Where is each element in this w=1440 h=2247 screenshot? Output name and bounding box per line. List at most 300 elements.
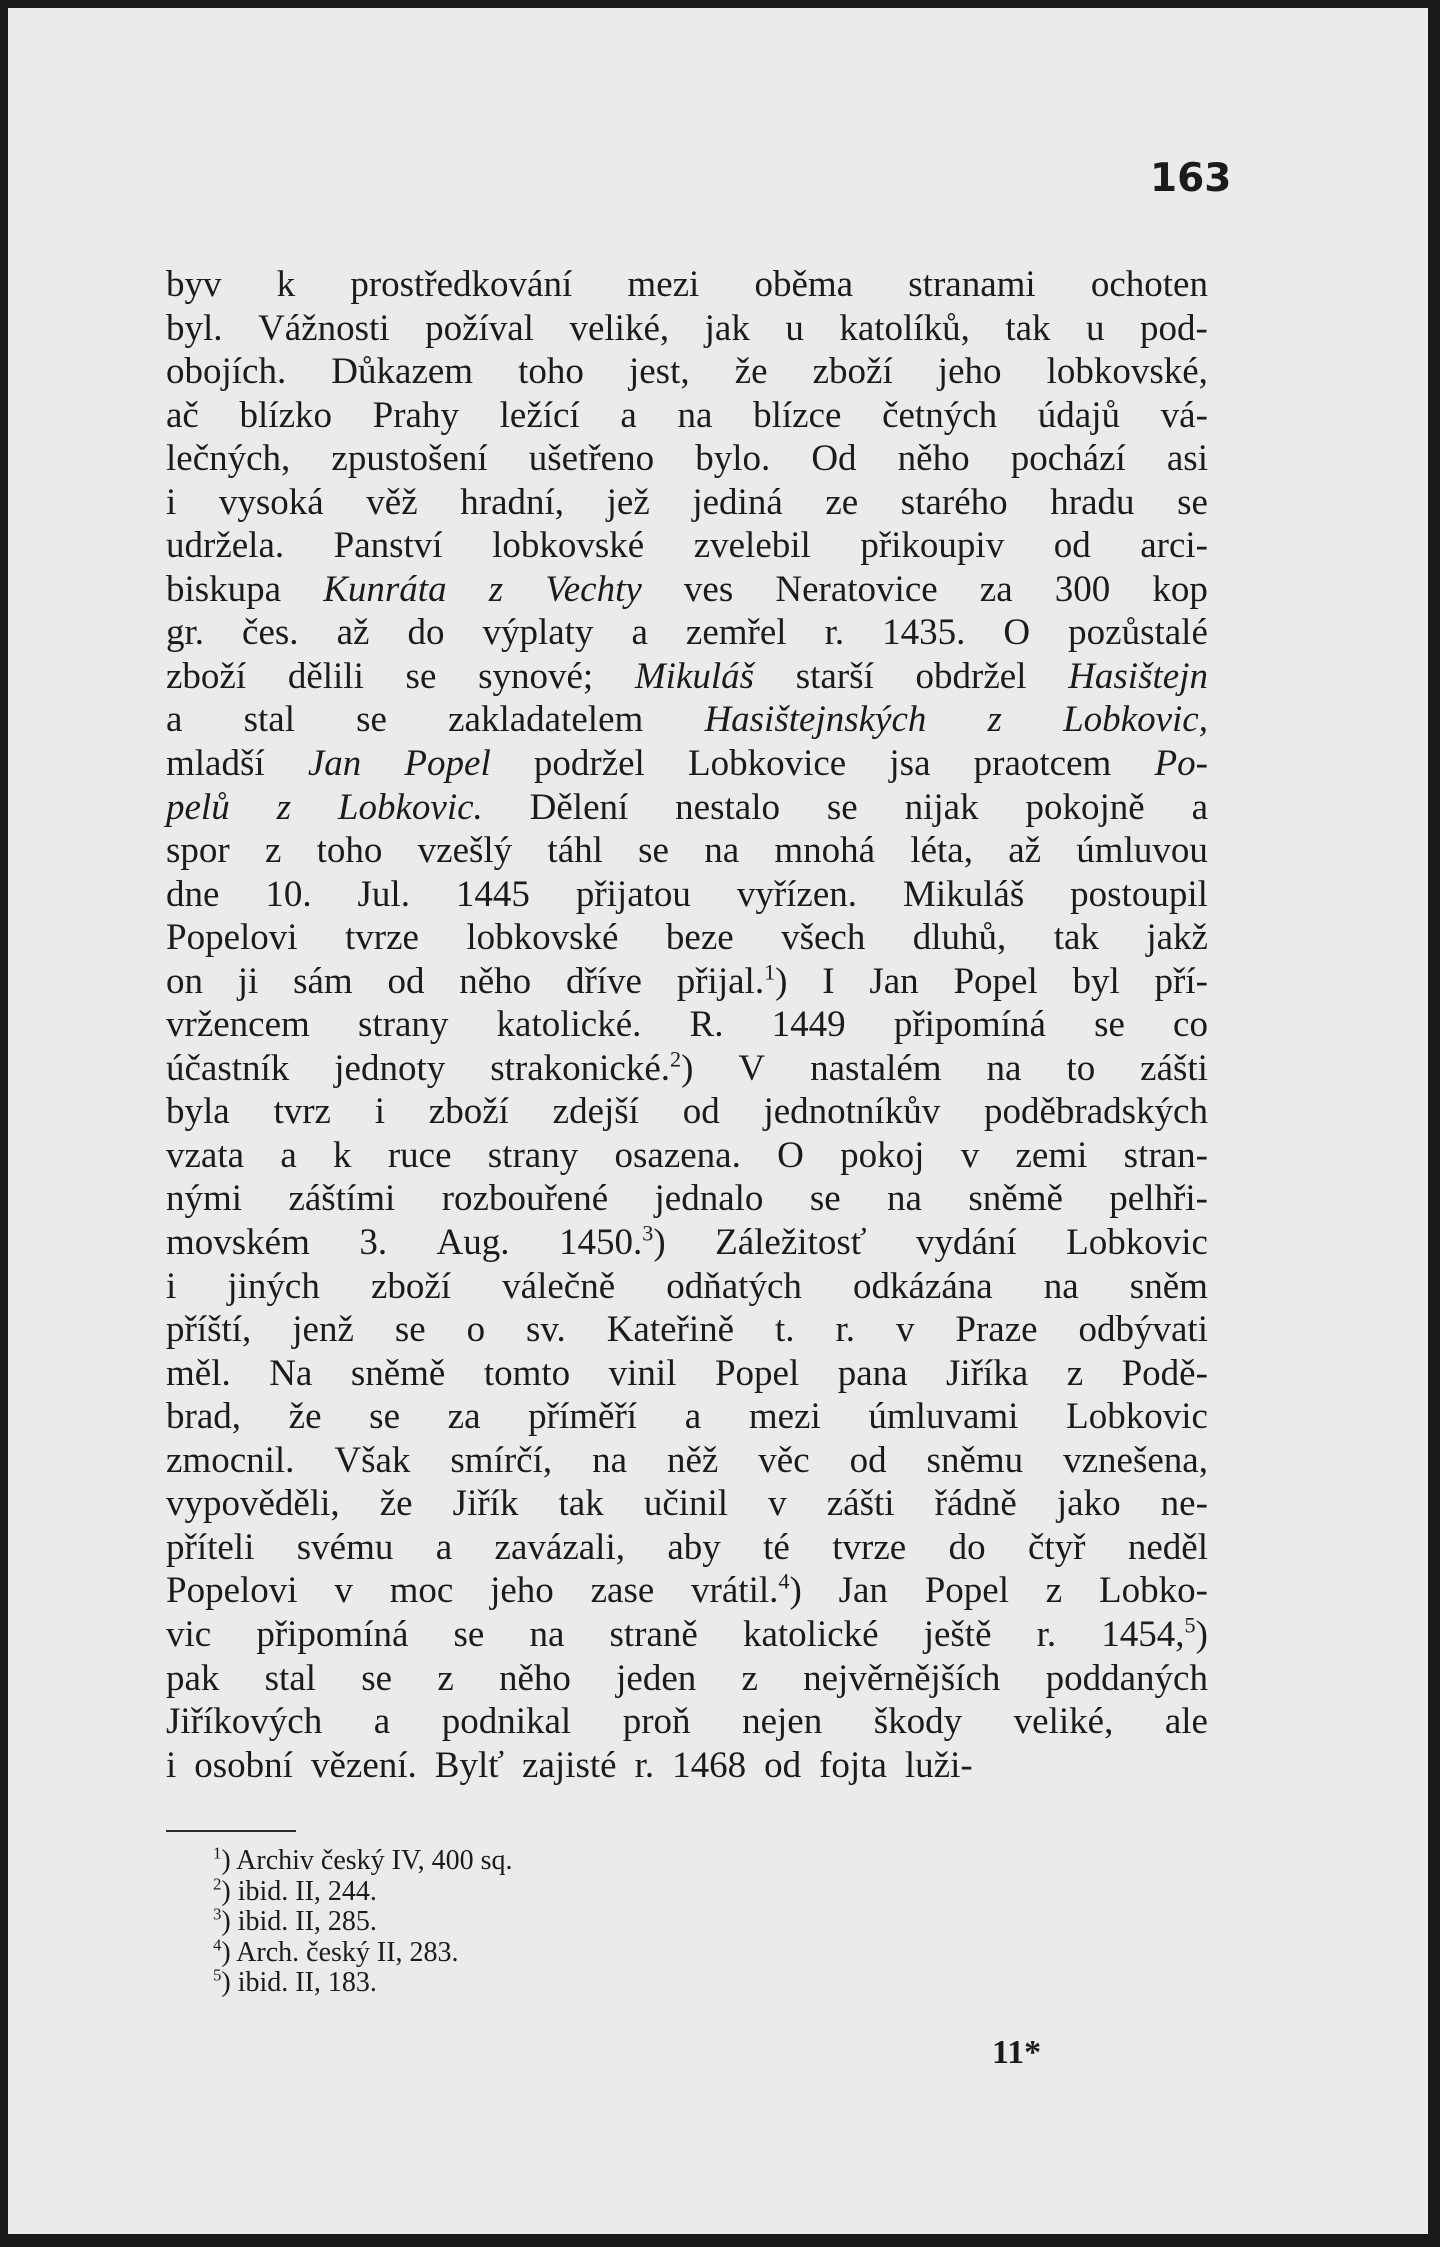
word-text: na: [1043, 1265, 1079, 1307]
word: [166, 1047, 289, 1091]
word: [686, 611, 787, 655]
word: [903, 873, 1024, 917]
word: [715, 1352, 799, 1396]
word-text: brad,: [166, 1396, 241, 1438]
word: [429, 1090, 509, 1134]
word-text: ušetřeno: [528, 438, 655, 480]
text-line: [166, 611, 1208, 655]
word-text: řádně: [934, 1483, 1017, 1525]
word: [860, 524, 1004, 568]
word-text: Záležitosť: [715, 1222, 867, 1264]
word: [407, 611, 444, 655]
word: [635, 1744, 655, 1788]
word-text: Popel: [953, 960, 1038, 1002]
word: [219, 481, 324, 525]
text-line: [166, 1352, 1208, 1396]
word-text: až: [1008, 830, 1042, 872]
word: [265, 873, 311, 917]
word: [1054, 524, 1091, 568]
word: [166, 873, 219, 917]
word: [437, 1221, 510, 1265]
word-text: spor: [166, 830, 230, 872]
word: [905, 786, 979, 830]
word-text: vinil: [608, 1352, 677, 1394]
word: [166, 1395, 241, 1439]
word: [450, 1439, 552, 1483]
word: [916, 655, 1027, 699]
word: [334, 1569, 353, 1613]
word: [166, 307, 223, 351]
word-text: Však: [334, 1439, 411, 1481]
word: [672, 1744, 746, 1788]
word: [334, 1047, 445, 1091]
word-text: mladší: [166, 743, 265, 785]
word-text: od: [764, 1744, 802, 1786]
word-text: věc: [758, 1439, 810, 1481]
word-text: tvrze: [832, 1526, 907, 1568]
word: [882, 611, 965, 655]
word-text: z: [264, 830, 282, 872]
text-line: [166, 394, 1208, 438]
word-text: mezi: [748, 1396, 821, 1438]
word: [238, 960, 259, 1004]
word-text: že: [379, 1483, 413, 1525]
word: [629, 350, 690, 394]
word-text: Praze: [955, 1309, 1038, 1351]
word-text: mezi: [627, 264, 700, 305]
word-text: a: [631, 612, 648, 654]
word: [644, 1482, 728, 1526]
word-text: ves: [683, 568, 734, 610]
word: [764, 1744, 801, 1788]
word-text: neděl: [1127, 1526, 1208, 1568]
word-text: co: [1173, 1004, 1208, 1046]
word: [827, 1482, 895, 1526]
word-text: dne: [166, 873, 220, 915]
word: [868, 1395, 1018, 1439]
word-text: Jiříkových: [166, 1701, 323, 1743]
word: [901, 481, 1008, 525]
footnote-ref: 2: [670, 1046, 682, 1072]
word-text: té: [763, 1526, 790, 1568]
word: [482, 611, 593, 655]
word: [1124, 1134, 1208, 1178]
text-line: [166, 1526, 1208, 1570]
word: [1063, 1439, 1208, 1483]
footnote-text: Archiv český IV, 400 sq.: [236, 1845, 513, 1876]
word: [361, 1657, 392, 1701]
word-text: postoupil: [1070, 873, 1208, 915]
word-text: ji: [237, 960, 259, 1002]
word: [685, 1395, 701, 1439]
word: [1068, 655, 1208, 699]
word: [467, 1308, 486, 1352]
word: [705, 307, 750, 351]
word: [988, 698, 1002, 742]
word-text: záštími: [288, 1178, 396, 1220]
word: [244, 698, 295, 742]
word: [840, 1134, 924, 1178]
word-text: veliké,: [569, 307, 670, 349]
italic-word: Popel: [404, 743, 491, 785]
word-text: 1435.: [882, 612, 966, 654]
word-text: O: [777, 1134, 804, 1176]
word: [763, 1090, 940, 1134]
word-text: ležící: [499, 394, 580, 436]
word: [1177, 481, 1208, 525]
word: [777, 1134, 804, 1178]
word: [317, 829, 383, 873]
word: [946, 1352, 1028, 1396]
word: [753, 394, 841, 438]
footnote-ref: 3: [642, 1220, 654, 1246]
word-text: tvrz: [273, 1091, 331, 1133]
word-text: strany: [357, 1004, 449, 1046]
word: [490, 1569, 554, 1613]
word: [980, 568, 1013, 612]
word: [166, 1221, 310, 1265]
word-text: obojích.: [166, 351, 287, 393]
word-text: byl.: [166, 307, 223, 349]
word: [620, 394, 636, 438]
word-text: pokoj: [840, 1134, 925, 1176]
word: [559, 1482, 604, 1526]
word-text: fojta: [819, 1744, 887, 1786]
word: [526, 1308, 566, 1352]
word: [1055, 568, 1111, 612]
signature-mark: 11*: [992, 2034, 1042, 2071]
word-text: přijatou: [575, 873, 691, 915]
word: [166, 1569, 298, 1613]
word: [374, 1700, 390, 1744]
word-text: čes.: [242, 612, 299, 654]
word-text: vyřízen.: [736, 873, 858, 915]
word-text: a: [620, 394, 637, 436]
word: [166, 742, 265, 786]
word: [1011, 437, 1126, 481]
word-text: zboží: [428, 1091, 509, 1133]
word-text: Aug.: [436, 1222, 510, 1264]
word: [240, 394, 332, 438]
word: [738, 1047, 765, 1091]
word: [395, 1308, 426, 1352]
word-text: Lobkovice: [688, 743, 847, 785]
text-line: [166, 307, 1208, 351]
word: [955, 1308, 1037, 1352]
word-text: hradní,: [460, 481, 565, 523]
word: [1140, 307, 1208, 351]
word: [953, 960, 1037, 1004]
word: [666, 1265, 802, 1309]
italic-word: Mikuláš: [634, 655, 755, 697]
word-text: od: [387, 960, 425, 1002]
word-text: od: [1053, 525, 1091, 567]
word: [683, 1090, 720, 1134]
word-text: Mikuláš: [902, 873, 1025, 915]
word: [435, 1744, 504, 1788]
word-text: smírčí,: [450, 1439, 553, 1481]
word-text: ač: [166, 394, 199, 436]
word: [768, 1482, 787, 1526]
word: [1173, 1003, 1208, 1047]
word-text: nejen: [742, 1701, 823, 1743]
text-line: [166, 1047, 1208, 1091]
italic-word: Lobkovic.: [337, 786, 483, 828]
word-text: vrátil.: [691, 1570, 779, 1612]
word: [1066, 1047, 1095, 1091]
word: [265, 1657, 316, 1701]
word-text: se: [1094, 1004, 1125, 1046]
word: [742, 1700, 822, 1744]
word-text: oběma: [754, 264, 854, 305]
word-text: sněmě: [350, 1352, 446, 1394]
word-text: pelhři-: [1109, 1178, 1208, 1220]
word-text: připomíná: [256, 1613, 409, 1655]
word: [478, 655, 593, 699]
word: [166, 350, 286, 394]
word: [166, 1526, 254, 1570]
word-text: aby: [667, 1526, 721, 1568]
italic-word: Po-: [1154, 743, 1208, 785]
word-text: r.: [1036, 1613, 1057, 1655]
word-text: V: [738, 1047, 766, 1089]
word: [311, 1744, 417, 1788]
word-text: zase: [590, 1570, 655, 1612]
word-text: a: [684, 1396, 702, 1438]
word: [194, 1744, 293, 1788]
word: [825, 611, 845, 655]
word-text: zajisté: [522, 1744, 617, 1786]
word-text: Jiříka: [946, 1352, 1029, 1394]
word: [1063, 698, 1208, 742]
word: [1028, 1526, 1086, 1570]
word: [1109, 1177, 1208, 1221]
word-text: ochoten: [1090, 264, 1208, 305]
word: [961, 1134, 980, 1178]
word-text: strakonické.: [490, 1047, 670, 1089]
word: [684, 568, 733, 612]
text-line: [166, 481, 1208, 525]
word-text: něž: [666, 1439, 719, 1481]
word: [334, 1439, 410, 1483]
word-text: pochází: [1010, 438, 1126, 480]
word-text: hradu: [1050, 481, 1135, 523]
word-text: mnohá: [774, 830, 876, 872]
word: 1454,$^5$): [1101, 1612, 1208, 1655]
word-text: on: [166, 960, 203, 1002]
word-text: asi: [1166, 438, 1208, 480]
word-text: beze: [665, 917, 734, 959]
word: [754, 263, 853, 307]
word: [530, 786, 629, 830]
word: [1161, 1482, 1208, 1526]
word-text: z: [1066, 1352, 1084, 1394]
word: [737, 873, 857, 917]
word: [591, 1569, 655, 1613]
word-text: údajů: [1037, 394, 1120, 436]
word-text: na: [704, 830, 740, 872]
word: [256, 1613, 408, 1657]
word: [166, 1744, 176, 1788]
word-text: Panství: [333, 525, 443, 567]
word: [369, 1395, 400, 1439]
word: [404, 742, 490, 786]
word-text: dluhů,: [912, 917, 1007, 959]
word-text: lobkovské: [492, 525, 645, 567]
word: [390, 1569, 454, 1613]
word: [984, 1090, 1208, 1134]
word-text: něho: [459, 960, 532, 1002]
word: [337, 611, 370, 655]
word: [466, 916, 618, 960]
word: [1008, 829, 1041, 873]
word-text: měl.: [166, 1352, 231, 1394]
italic-word: pelů: [166, 786, 230, 828]
word: [489, 568, 503, 612]
word-text: sám: [293, 960, 353, 1002]
word-text: se: [638, 830, 669, 872]
word-text: lobkovské: [466, 917, 619, 959]
word-text: vězení.: [310, 1744, 417, 1786]
word-text: jeden: [616, 1657, 697, 1699]
word: [974, 742, 1112, 786]
word: [375, 1090, 385, 1134]
word: [715, 1221, 866, 1265]
word-text: Popel: [924, 1570, 1009, 1612]
word-text: škody: [873, 1701, 963, 1743]
word-text: 1445: [455, 873, 530, 915]
word: [827, 786, 858, 830]
word-text: vypověděli,: [166, 1483, 340, 1525]
word: [331, 437, 487, 481]
word-text: i: [374, 1091, 386, 1133]
word: [528, 1395, 637, 1439]
word-text: vržencem: [166, 1004, 310, 1046]
text-line: [166, 350, 1208, 394]
page-number: 163: [1150, 156, 1232, 201]
word-text: u: [785, 307, 804, 349]
word-text: 300: [1054, 568, 1111, 610]
word: [406, 655, 437, 699]
footnotes: [213, 1843, 513, 1999]
word-text: veliké,: [1013, 1701, 1114, 1743]
word: [166, 698, 182, 742]
word: [350, 263, 572, 307]
word-text: zášti: [1140, 1047, 1208, 1089]
word-text: Popelovi: [166, 1570, 298, 1612]
word: strakonické.$^2$): [490, 1046, 694, 1089]
word: [938, 350, 1002, 394]
word: [518, 350, 584, 394]
word-text: osazena.: [614, 1134, 741, 1176]
word-text: t.: [775, 1309, 795, 1351]
text-line: [166, 1744, 1208, 1788]
word-text: jež: [606, 481, 650, 523]
word: [850, 1439, 887, 1483]
word: [1057, 1482, 1121, 1526]
word-text: r.: [835, 1309, 856, 1351]
word-text: byv: [166, 264, 222, 305]
text-line: [166, 568, 1208, 612]
word: [166, 524, 284, 568]
word: [522, 1744, 617, 1788]
word: [695, 437, 770, 481]
word-text: zboží: [166, 655, 247, 697]
italic-word: Jan: [307, 743, 362, 785]
word: [460, 481, 564, 525]
word: [607, 1308, 734, 1352]
text-line: [166, 873, 1208, 917]
word-text: nými: [166, 1178, 243, 1220]
word: [775, 568, 937, 612]
word: [694, 524, 811, 568]
word-text: katolické.: [496, 1004, 642, 1046]
word: [448, 1395, 481, 1439]
word: [358, 1003, 448, 1047]
word: [166, 1482, 340, 1526]
word: [380, 1482, 413, 1526]
word: [1161, 394, 1208, 438]
word-text: jednalo: [654, 1178, 764, 1220]
word: [576, 873, 691, 917]
text-line: [166, 1482, 1208, 1526]
word-text: tak: [1005, 307, 1051, 349]
word: [166, 568, 281, 612]
word-text: 1468: [672, 1744, 747, 1786]
word-text: podržel: [533, 743, 645, 785]
word: [166, 1439, 294, 1483]
body-text: [166, 263, 1208, 1787]
word-text: Kateřině: [606, 1309, 735, 1351]
word: [553, 1090, 639, 1134]
italic-word: z: [987, 699, 1002, 741]
word-text: válečně: [502, 1265, 616, 1307]
word: [635, 655, 754, 699]
word: [592, 1439, 627, 1483]
word-text: Jul.: [357, 873, 410, 915]
footnote-marker: 1: [213, 1843, 222, 1863]
text-line: [166, 1569, 1208, 1613]
word-text: ještě: [923, 1613, 992, 1655]
word: [166, 1352, 231, 1396]
word: [882, 394, 997, 438]
word-text: na: [986, 1047, 1022, 1089]
word: [1014, 1700, 1114, 1744]
word: [166, 1003, 310, 1047]
word-text: Vážnosti: [258, 307, 390, 349]
footnote-ref: 5: [1184, 1612, 1196, 1638]
word-text: jako: [1056, 1483, 1121, 1525]
footnote-ref: 1: [764, 959, 776, 985]
word-text: byla: [166, 1091, 230, 1133]
word-text: moc: [389, 1570, 454, 1612]
word-text: jest,: [628, 351, 690, 393]
word: [166, 1090, 230, 1134]
word-text: na: [529, 1613, 565, 1655]
word: [1079, 1308, 1208, 1352]
word: [242, 611, 299, 655]
word: [1130, 1265, 1208, 1309]
word-text: nejvěrnějších: [803, 1657, 1001, 1699]
word-text: I: [822, 960, 835, 1002]
italic-word: Vechty: [545, 568, 642, 610]
word-text: k: [333, 1134, 352, 1176]
word-text: Prahy: [372, 394, 459, 436]
word-text: příští,: [166, 1309, 252, 1351]
text-line: [166, 1003, 1208, 1047]
text-line: [166, 1308, 1208, 1352]
word-text: zdejší: [552, 1091, 639, 1133]
